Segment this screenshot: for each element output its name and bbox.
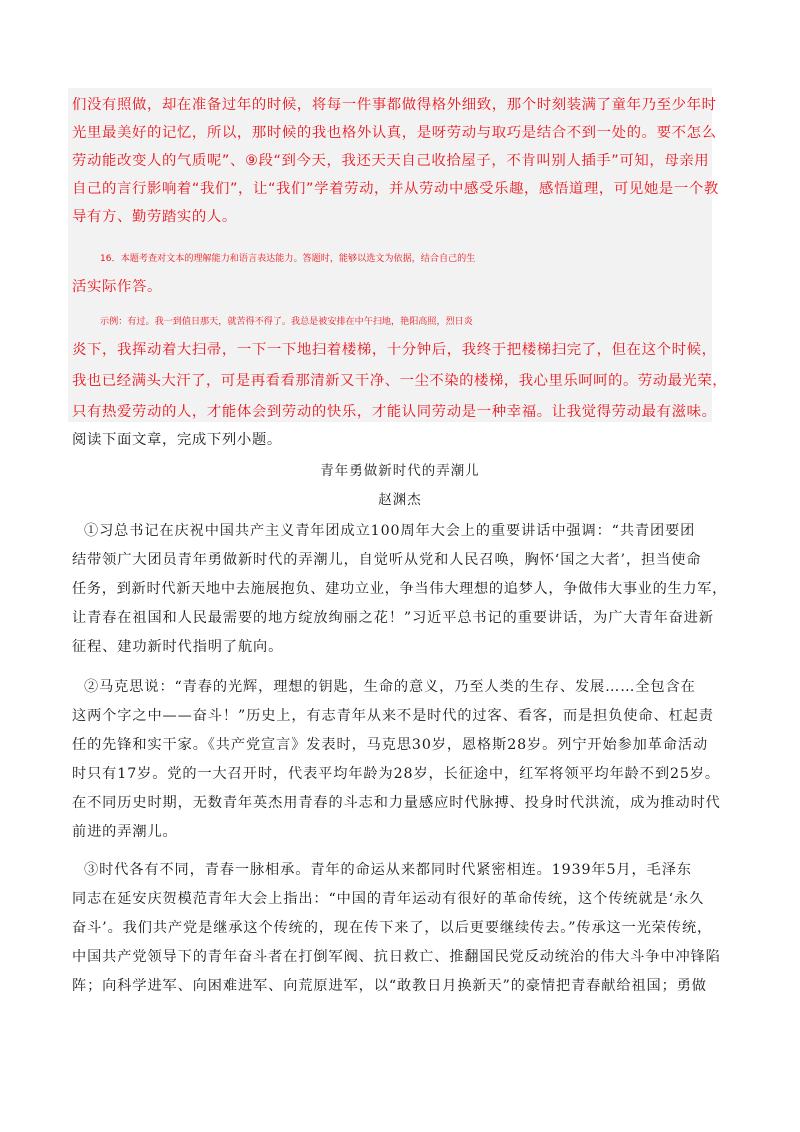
article-line: 在不同历史时期，无数青年英杰用青春的斗志和力量感应时代脉搏、投身时代洪流，成为推动时代 [72,795,721,811]
article-line: ③时代各有不同，青春一脉相承。青年的命运从来都同时代紧密相连。1939年5月，毛泽东 [84,862,692,878]
article-line: 任务，到新时代新天地中去施展抱负、建功立业，争当伟大理想的追梦人，争做伟大事业的生力军， [72,581,728,597]
article-line: 让青春在祖国和人民最需要的地方绽放绚丽之花！”习近平总书记的重要讲话，为广大青年奋进新 [72,610,714,626]
answer-line: 我也已经满头大汗了，可是再看看那清新又干净、一尘不染的楼梯，我心里乐呵呵的。劳动最光荣， [72,373,728,389]
article-line: 任的先锋和实干家。《共产党宣言》发表时，马克思30岁，恩格斯28岁。列宁开始参加革命活动 [72,737,709,753]
article-line: 阵；向科学进军、向困难进军、向荒原进军，以“敢教日月换新天”的豪情把青春献给祖国；勇做 [72,978,707,994]
article-line: 时只有17岁。党的一大召开时，代表平均年龄为28岁，长征途中，红军将领平均年龄不到25岁。 [72,766,720,782]
answer-line: 们没有照做，却在准备过年的时候，将每一件事都做得格外细致，那个时刻装满了童年乃至少年时 [72,97,717,113]
reading-instruction: 阅读下面文章，完成下列小题。 [72,432,282,448]
article-line: 这两个字之中——奋斗！”历史上，有志青年从来不是时代的过客、看客，而是担负使命、杠起责 [72,708,714,724]
answer-line: 只有热爱劳动的人，才能体会到劳动的快乐，才能认同劳动是一种幸福。让我觉得劳动最有滋味。 [72,404,717,420]
article-line: 前进的弄潮儿。 [72,824,178,840]
answer-line: 导有方、勤劳踏实的人。 [72,209,237,225]
answer-line: 活实际作答。 [72,279,162,295]
article-line: ①习总书记在庆祝中国共产主义青年团成立100周年大会上的重要讲话中强调：“共青团要团 [84,523,696,539]
answer-line: 示例：有过。我一到值日那天，就苦得不得了。我总是被安排在中午扫地，艳阳高照，烈日炎 [100,317,473,327]
answer-line: 16．本题考查对文本的理解能力和语言表达能力。答题时，能够以选文为依据，结合自己的生 [100,254,476,264]
article-title: 青年勇做新时代的弄潮儿 [320,463,480,479]
article-line: 中国共产党领导下的青年奋斗者在打倒军阀、抗日救亡、推翻国民党反动统治的伟大斗争中冲锋陷 [72,949,721,965]
answer-line: 光里最美好的记忆，所以，那时候的我也格外认真，是呀劳动与取巧是结合不到一处的。要不怎么 [72,125,717,141]
article-author: 赵渊杰 [378,492,422,508]
article-line: 同志在延安庆贺模范青年大会上指出：“中国的青年运动有很好的革命传统，这个传统就是‘永久 [72,891,705,907]
answer-line: 炎下，我挥动着大扫帚，一下一下地扫着楼梯，十分钟后，我终于把楼梯扫完了，但在这个时候， [72,342,717,358]
article-line: 征程、建功新时代指明了航向。 [72,639,284,655]
answer-line: 劳动能改变人的气质呢”、⑨段“到今天，我还天天自己收拾屋子，不肯叫别人插手”可知，母亲用 [72,153,710,169]
answer-line: 自己的言行影响着“我们”，让“我们”学着劳动，并从劳动中感受乐趣，感悟道理，可见她是一个教 [72,181,719,197]
article-line: 结带领广大团员青年勇做新时代的弄潮儿，自觉听从党和人民召唤，胸怀‘国之大者’，担当使命 [72,552,702,568]
article-line: 奋斗’。我们共产党是继承这个传统的，现在传下来了，以后更要继续传去。”传承这一光荣传统， [72,920,713,936]
article-line: ②马克思说：“青春的光辉，理想的钥匙，生命的意义，乃至人类的生存、发展……全包含在 [84,679,696,695]
